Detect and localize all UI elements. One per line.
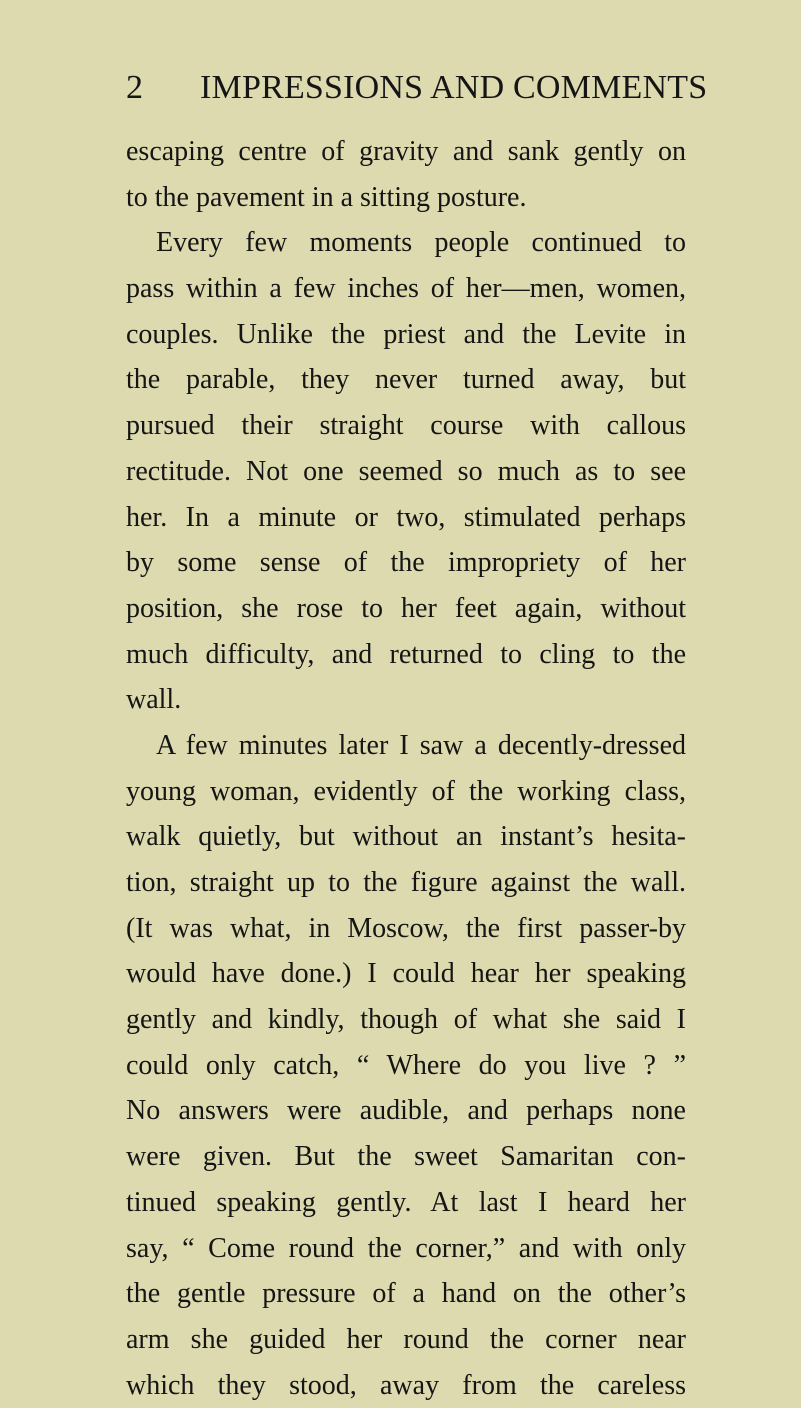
text-line: position, she rose to her feet again, without <box>126 592 686 624</box>
page-number: 2 <box>126 69 144 106</box>
text-line: pass within a few inches of her—men, women, <box>126 273 686 305</box>
text-line: couples. Unlike the priest and the Levite in <box>126 318 686 350</box>
text-line: the gentle pressure of a hand on the other’s <box>126 1278 686 1310</box>
text-line: wall. <box>126 684 182 716</box>
text-line: rectitude. Not one seemed so much as to see <box>126 455 686 487</box>
text-line: which they stood, away from the careless <box>126 1369 686 1401</box>
running-head <box>126 66 708 110</box>
text-line: No answers were audible, and perhaps none <box>126 1095 686 1127</box>
text-line: were given. But the sweet Samaritan con- <box>126 1141 686 1173</box>
text-line: tinued speaking gently. At last I heard her <box>126 1186 686 1218</box>
text-line: escaping centre of gravity and sank gently on <box>126 136 686 167</box>
text-line: gently and kindly, though of what she said I <box>126 1004 686 1036</box>
text-line: her. In a minute or two, stimulated perhaps <box>126 501 686 533</box>
text-line: Every few moments people continued to <box>156 227 686 259</box>
text-line: could only catch, “ Where do you live ? ” <box>126 1049 686 1081</box>
text-line: A few minutes later I saw a decently-dressed <box>156 729 686 761</box>
text-line: walk quietly, but without an instant’s hesita- <box>126 821 686 853</box>
text-line: arm she guided her round the corner near <box>126 1323 686 1355</box>
text-line: pursued their straight course with callous <box>126 410 686 442</box>
text-line: to the pavement in a sitting posture. <box>126 181 527 213</box>
running-title: IMPRESSIONS AND COMMENTS <box>200 69 708 106</box>
body-text <box>126 129 686 1408</box>
text-line: by some sense of the impropriety of her <box>126 547 686 579</box>
text-line: say, “ Come round the corner,” and with only <box>126 1232 686 1264</box>
text-line: tion, straight up to the figure against the wall. <box>126 867 686 898</box>
text-line: young woman, evidently of the working class, <box>126 775 686 807</box>
text-line: (It was what, in Moscow, the first passer-by <box>126 912 686 944</box>
text-line: would have done.) I could hear her speaking <box>126 958 686 990</box>
text-line: much difficulty, and returned to cling to the <box>126 638 686 670</box>
text-line: the parable, they never turned away, but <box>126 364 686 396</box>
